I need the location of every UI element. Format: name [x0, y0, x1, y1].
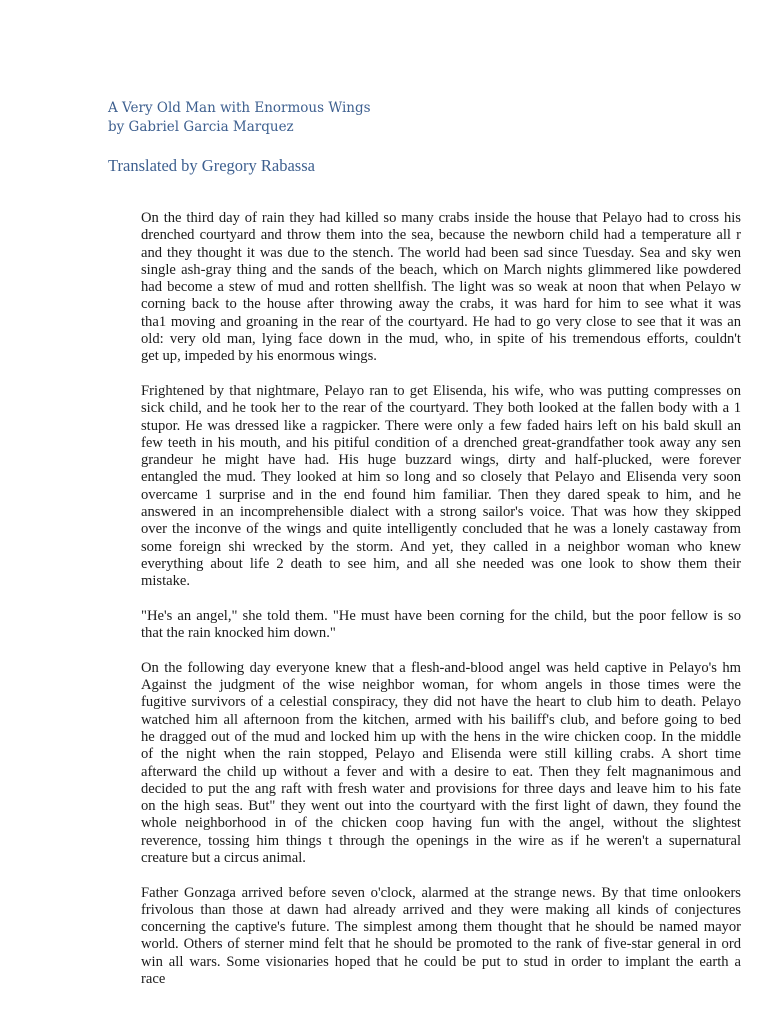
text-line: old: very old man, lying face down in the mud, who, in spite of his tremendous efforts, couldn't — [141, 331, 741, 348]
text-line: on the high seas. But" they went out into the courtyard with the first light of dawn, they found the — [141, 798, 741, 815]
author-byline: by Gabriel Garcia Marquez — [108, 119, 294, 135]
text-line: answered in an incomprehensible dialect with a strong sailor's voice. That was how they skipped — [141, 504, 741, 521]
text-line: drenched courtyard and throw them into the sea, because the newborn child had a temperature all r — [141, 227, 741, 244]
text-line: Frightened by that nightmare, Pelayo ran to get Elisenda, his wife, who was putting compresses on — [141, 382, 741, 399]
text-line: of the night when the rain stopped, Pelayo and Elisenda were still killing crabs. A short time — [141, 746, 741, 763]
text-line: stupor. He was dressed like a ragpicker. There were only a few faded hairs left on his bald skull an — [141, 417, 741, 434]
text-line: creature but a circus animal. — [141, 849, 306, 866]
document-header — [108, 99, 371, 137]
text-line: overcame 1 surprise and in the end found him familiar. Then they dared speak to him, and he — [141, 486, 741, 503]
text-line: tha1 moving and groaning in the rear of the courtyard. He had to go very close to see that it was an — [141, 313, 741, 330]
text-line: mistake. — [141, 573, 191, 590]
text-line: and they thought it was due to the stench. The world had been sad since Tuesday. Sea and sky wen — [141, 244, 741, 261]
story-title: A Very Old Man with Enormous Wings — [108, 100, 371, 116]
text-line: reverence, tossing him things t through the openings in the wire as if he weren't a supernatural — [141, 832, 741, 849]
text-line: Against the judgment of the wise neighbor woman, for whom angels in those times were the — [141, 677, 741, 694]
text-line: that the rain knocked him down." — [141, 625, 336, 642]
text-line: single ash-gray thing and the sands of the beach, which on March nights glimmered like powdered — [141, 261, 741, 278]
text-line: world. Others of sterner mind felt that he should be promoted to the rank of five-star general in ord — [141, 936, 741, 953]
text-line: frivolous than those at dawn had already arrived and they were making all kinds of conjectures — [141, 901, 741, 918]
story-body — [141, 210, 741, 1006]
text-line: Father Gonzaga arrived before seven o'clock, alarmed at the strange news. By that time onlookers — [141, 884, 741, 901]
text-line: entangled the mud. They looked at him so long and so closely that Pelayo and Elisenda very soon — [141, 469, 741, 486]
text-line: get up, impeded by his enormous wings. — [141, 348, 377, 365]
text-line: everything about life 2 death to see him, and all she needed was one look to show them their — [141, 555, 741, 572]
text-line: grandeur he might have had. His huge buzzard wings, dirty and half-plucked, were forever — [141, 452, 741, 469]
text-line: "He's an angel," she told them. "He must have been corning for the child, but the poor fellow is so — [141, 607, 741, 624]
text-line: he dragged out of the mud and locked him up with the hens in the wire chicken coop. In the middle — [141, 728, 741, 745]
text-line: some foreign shi wrecked by the storm. And yet, they called in a neighbor woman who knew — [141, 538, 741, 555]
text-line: decided to put the ang raft with fresh water and provisions for three days and leave him to his fate — [141, 780, 741, 797]
text-line: win all wars. Some visionaries hoped that he could be put to stud in order to implant the earth a — [141, 953, 741, 970]
text-line: few teeth in his mouth, and his pitiful condition of a drenched great-grandfather took away any sen — [141, 434, 741, 451]
text-line: whole neighborhood in of the chicken coop having fun with the angel, without the slightest — [141, 815, 741, 832]
paragraph — [141, 660, 741, 868]
text-line: race — [141, 971, 166, 988]
paragraph — [141, 885, 741, 989]
paragraph — [141, 210, 741, 366]
text-line: fugitive survivors of a celestial conspiracy, they did not have the heart to club him to death. Pelayo — [141, 694, 741, 711]
text-line: concerning the captive's future. The simplest among them thought that he should be named mayor — [141, 919, 741, 936]
text-line: had become a stew of mud and rotten shellfish. The light was so weak at noon that when Pelayo w — [141, 279, 741, 296]
text-line: On the following day everyone knew that a flesh-and-blood angel was held captive in Pelayo's hm — [141, 659, 741, 676]
text-line: sick child, and he took her to the rear of the courtyard. They both looked at the fallen body with a 1 — [141, 400, 741, 417]
text-line: over the inconve of the wings and quite intelligently concluded that he was a lonely castaway from — [141, 521, 741, 538]
text-line: watched him all afternoon from the kitchen, armed with his bailiff's club, and before going to bed — [141, 711, 741, 728]
text-line: On the third day of rain they had killed so many crabs inside the house that Pelayo had to cross his — [141, 210, 741, 226]
paragraph — [141, 383, 741, 591]
translator-credit: Translated by Gregory Rabassa — [108, 156, 315, 175]
text-line: afterward the child up without a fever and with a desire to eat. Then they felt magnanimous and — [141, 763, 741, 780]
paragraph — [141, 608, 741, 643]
text-line: corning back to the house after throwing away the crabs, it was hard for him to see what it was — [141, 296, 741, 313]
